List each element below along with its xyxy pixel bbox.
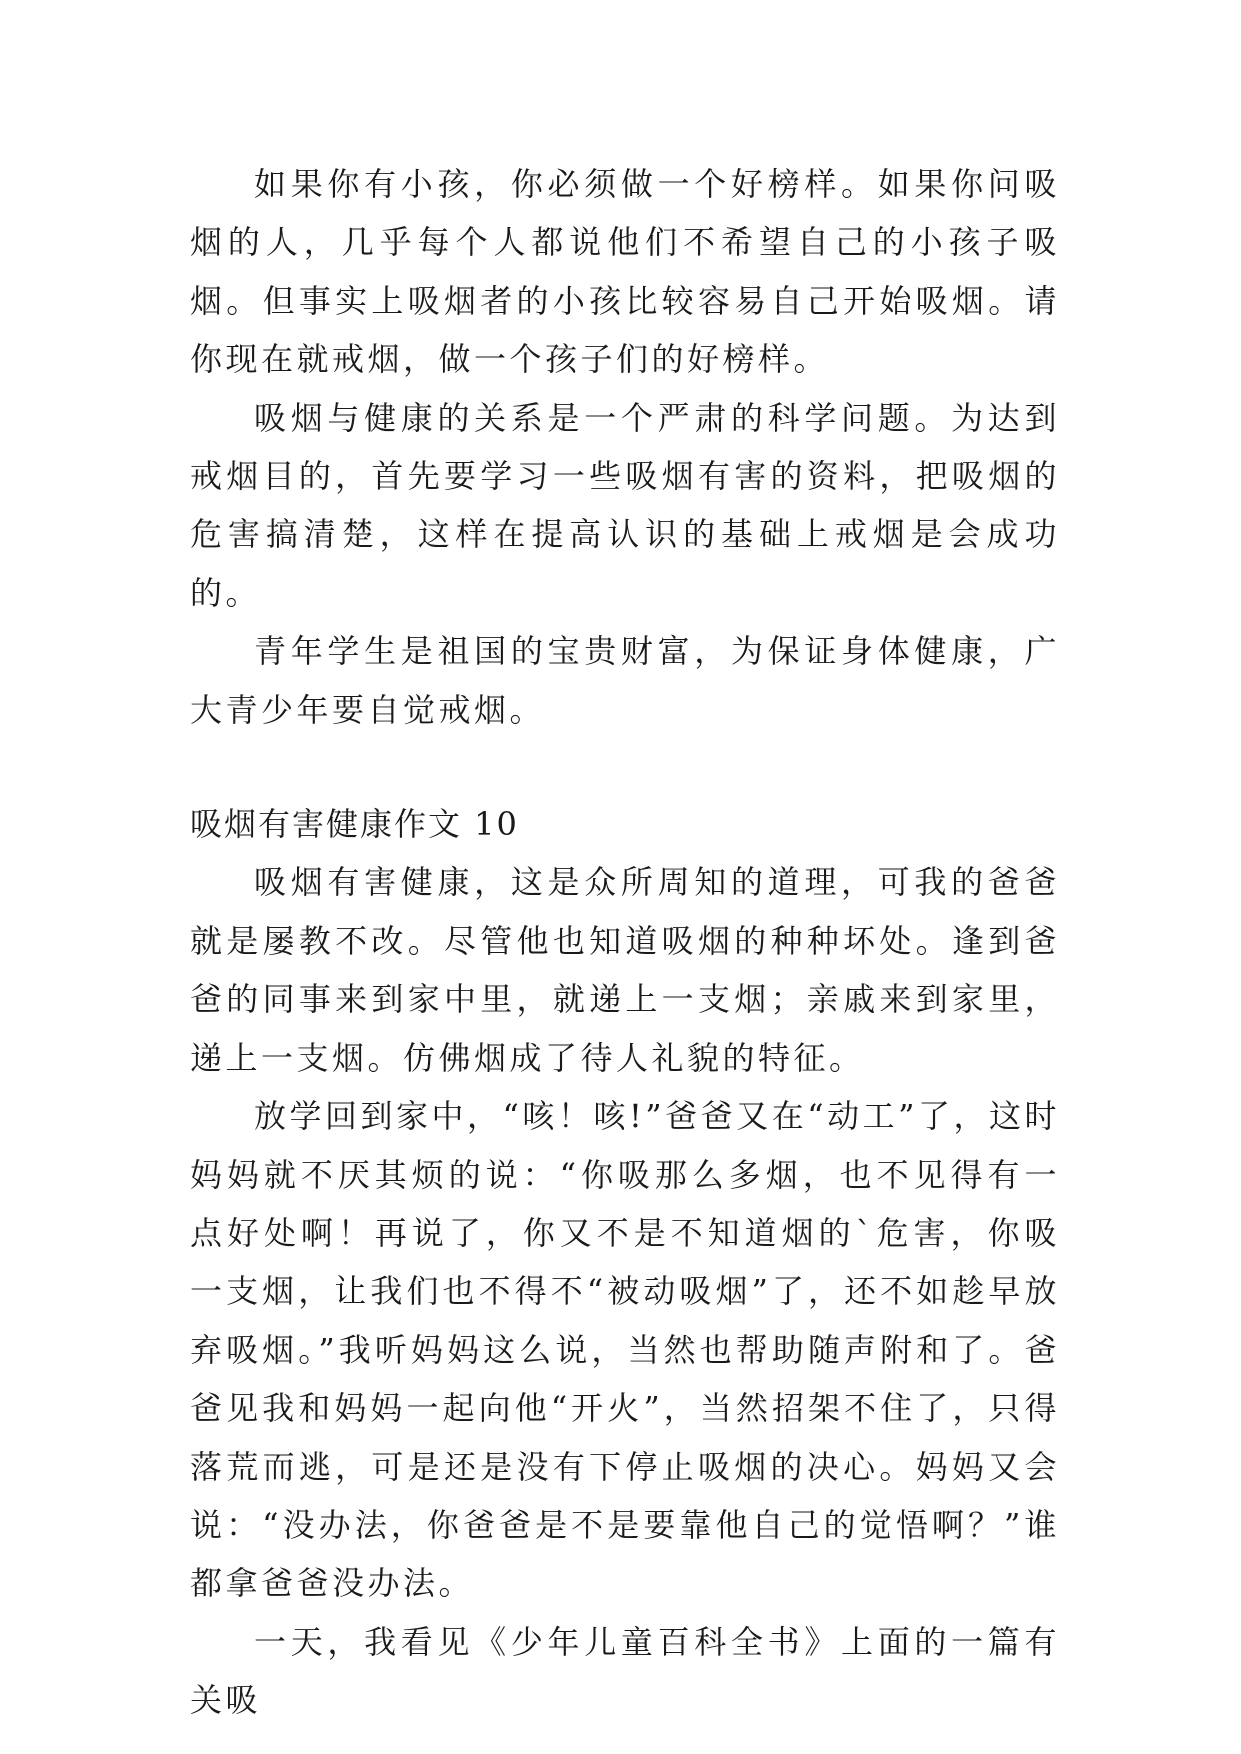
paragraph: 放学回到家中，“咳！咳!”爸爸又在“动工”了，这时妈妈就不厌其烦的说：“你吸那么多烟，也不见得有一点好处啊！再说了，你又不是不知道烟的`危害，你吸一支烟，让我们也不得不“被动吸烟”了，还不如趁早放弃吸烟。”我听妈妈这么说，当然也帮助随声附和了。爸爸见我和妈妈一起向他“开火”，当然招架不住了，只得落荒而逃，可是还是没有下停止吸烟的决心。妈妈又会说：“没办法，你爸爸是不是要靠他自己的觉悟啊？”谁都拿爸爸没办法。 xyxy=(190,1097,1060,1603)
paragraph: 如果你有小孩，你必须做一个好榜样。如果你问吸烟的人，几乎每个人都说他们不希望自己的小孩子吸烟。但事实上吸烟者的小孩比较容易自己开始吸烟。请你现在就戒烟，做一个孩子们的好榜样。 xyxy=(190,165,1060,379)
paragraph: 一天，我看见《少年儿童百科全书》上面的一篇有关吸 xyxy=(190,1622,1060,1720)
paragraph: 青年学生是祖国的宝贵财富，为保证身体健康，广大青少年要自觉戒烟。 xyxy=(190,632,1060,729)
paragraph: 吸烟与健康的关系是一个严肃的科学问题。为达到戒烟目的，首先要学习一些吸烟有害的资料，把吸烟的危害搞清楚，这样在提高认识的基础上戒烟是会成功的。 xyxy=(190,398,1060,612)
document-page xyxy=(190,155,1060,1730)
section-title: 吸烟有害健康作文 10 xyxy=(190,805,519,844)
paragraph: 吸烟有害健康，这是众所周知的道理，可我的爸爸就是屡教不改。尽管他也知道吸烟的种种坏处。逢到爸爸的同事来到家中里，就递上一支烟；亲戚来到家里，递上一支烟。仿佛烟成了待人礼貌的特征。 xyxy=(190,863,1060,1077)
